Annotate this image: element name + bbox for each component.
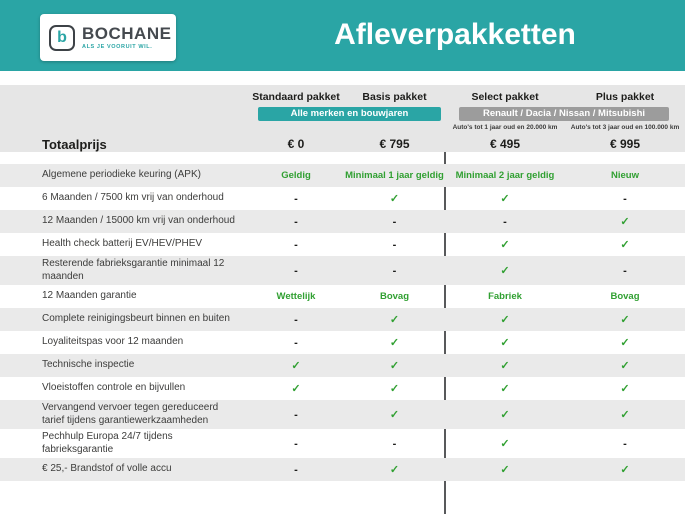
feature-row — [0, 187, 685, 210]
feature-cell: - — [294, 192, 298, 205]
feature-row — [0, 285, 685, 308]
feature-cell: Fabriek — [488, 291, 522, 302]
feature-row — [0, 429, 685, 458]
feature-label: Complete reinigingsbeurt binnen en buiten — [42, 313, 230, 325]
feature-cell: ✓ — [500, 337, 510, 349]
price-plus: € 995 — [609, 137, 641, 151]
logo-icon-glyph: b — [57, 28, 67, 46]
feature-cell: ✓ — [389, 193, 400, 205]
feature-row — [0, 210, 685, 233]
page-title: Afleverpakketten — [334, 18, 576, 51]
feature-cell: - — [294, 215, 298, 228]
feature-cell: ✓ — [620, 409, 630, 421]
feature-cell: - — [623, 437, 627, 450]
feature-cell: ✓ — [500, 409, 510, 421]
price-row — [0, 134, 685, 154]
feature-cell: ✓ — [620, 464, 630, 476]
feature-cell: - — [294, 408, 298, 421]
bochane-logo-icon — [49, 25, 75, 51]
feature-cell: ✓ — [291, 383, 301, 395]
feature-cell: ✓ — [500, 239, 510, 251]
feature-label: Loyaliteitspas voor 12 maanden — [42, 336, 184, 348]
feature-cell: ✓ — [389, 409, 400, 421]
feature-cell: - — [294, 463, 298, 476]
feature-cell: ✓ — [389, 383, 400, 395]
feature-row — [0, 377, 685, 400]
feature-cell: ✓ — [500, 383, 510, 395]
feature-cell: Bovag — [379, 291, 410, 302]
feature-cell: - — [294, 336, 298, 349]
group-pill-brand-list: Renault / Dacia / Nissan / Mitsubishi — [459, 107, 669, 121]
feature-cell: - — [294, 238, 298, 251]
feature-row — [0, 458, 685, 481]
feature-label: € 25,- Brandstof of volle accu — [42, 463, 172, 475]
feature-cell: - — [503, 215, 507, 228]
feature-rows — [0, 164, 685, 481]
feature-cell: ✓ — [620, 337, 630, 349]
feature-cell: Wettelijk — [276, 291, 316, 302]
feature-cell: ✓ — [620, 216, 630, 228]
feature-cell: - — [392, 264, 397, 277]
feature-label: Pechhulp Europa 24/7 tijdens fabrieksgarantie — [42, 431, 173, 455]
feature-cell: ✓ — [389, 464, 400, 476]
feature-cell: - — [294, 264, 298, 277]
feature-cell: ✓ — [620, 239, 630, 251]
column-headers-row — [0, 85, 685, 105]
group-pills-row — [0, 105, 685, 122]
feature-cell: ✓ — [389, 314, 400, 326]
feature-cell: - — [294, 313, 298, 326]
feature-cell: ✓ — [389, 360, 400, 372]
feature-label: Health check batterij EV/HEV/PHEV — [42, 238, 203, 250]
feature-row — [0, 400, 685, 429]
feature-label: Vloeistoffen controle en bijvullen — [42, 382, 186, 394]
group-pill-all-brands: Alle merken en bouwjaren — [258, 107, 441, 121]
feature-cell: ✓ — [500, 193, 510, 205]
feature-row — [0, 256, 685, 285]
feature-row — [0, 331, 685, 354]
feature-row — [0, 308, 685, 331]
feature-label: Algemene periodieke keuring (APK) — [42, 169, 201, 181]
select-sublabel: Auto's tot 1 jaar oud en 20.000 km — [452, 123, 558, 131]
feature-row — [0, 233, 685, 256]
feature-cell: ✓ — [500, 464, 510, 476]
logo-tagline: ALS JE VOORUIT WIL. — [82, 44, 153, 51]
feature-cell: Minimaal 1 jaar geldig — [345, 170, 444, 181]
logo-text: BOCHANE — [82, 23, 172, 43]
feature-cell: ✓ — [500, 265, 510, 277]
header-banner — [0, 0, 685, 71]
feature-cell: Minimaal 2 jaar geldig — [455, 170, 555, 181]
feature-label: 6 Maanden / 7500 km vrij van onderhoud — [42, 192, 224, 204]
feature-cell: Geldig — [281, 170, 311, 181]
feature-cell: ✓ — [500, 438, 510, 450]
feature-row — [0, 354, 685, 377]
column-header-basis: Basis pakket — [362, 90, 427, 103]
feature-label: Resterende fabrieksgarantie minimaal 12 maanden — [42, 258, 225, 282]
sub-labels-row — [0, 122, 685, 132]
feature-cell: - — [392, 238, 397, 251]
feature-cell: ✓ — [389, 337, 400, 349]
price-row-label: Totaalprijs — [42, 136, 107, 152]
table-header — [0, 85, 685, 152]
price-select: € 495 — [489, 137, 521, 151]
feature-cell: - — [623, 192, 627, 205]
feature-cell: - — [392, 215, 397, 228]
feature-cell: ✓ — [620, 383, 630, 395]
feature-label: Vervangend vervoer tegen gereduceerd tarief tijdens garantiewerkzaamheden — [42, 402, 219, 426]
feature-cell: Bovag — [610, 291, 640, 302]
feature-cell: ✓ — [291, 360, 301, 372]
feature-cell: Nieuw — [611, 170, 639, 181]
feature-cell: ✓ — [620, 314, 630, 326]
logo-text-wrap — [82, 25, 171, 51]
feature-row — [0, 164, 685, 187]
column-header-select: Select pakket — [471, 90, 539, 103]
plus-sublabel: Auto's tot 3 jaar oud en 100.000 km — [570, 123, 680, 131]
feature-label: Technische inspectie — [42, 359, 135, 371]
feature-cell: - — [392, 437, 397, 450]
feature-cell: ✓ — [500, 314, 510, 326]
column-header-plus: Plus pakket — [595, 90, 655, 103]
feature-cell: ✓ — [620, 360, 630, 372]
feature-cell: ✓ — [500, 360, 510, 372]
price-standaard: € 0 — [287, 137, 305, 151]
feature-cell: - — [294, 437, 298, 450]
price-basis: € 795 — [379, 137, 410, 151]
bochane-logo — [40, 14, 176, 61]
feature-cell: - — [623, 264, 627, 277]
feature-label: 12 Maanden garantie — [42, 290, 137, 302]
column-header-standaard: Standaard pakket — [252, 90, 340, 103]
feature-label: 12 Maanden / 15000 km vrij van onderhoud — [42, 215, 235, 227]
